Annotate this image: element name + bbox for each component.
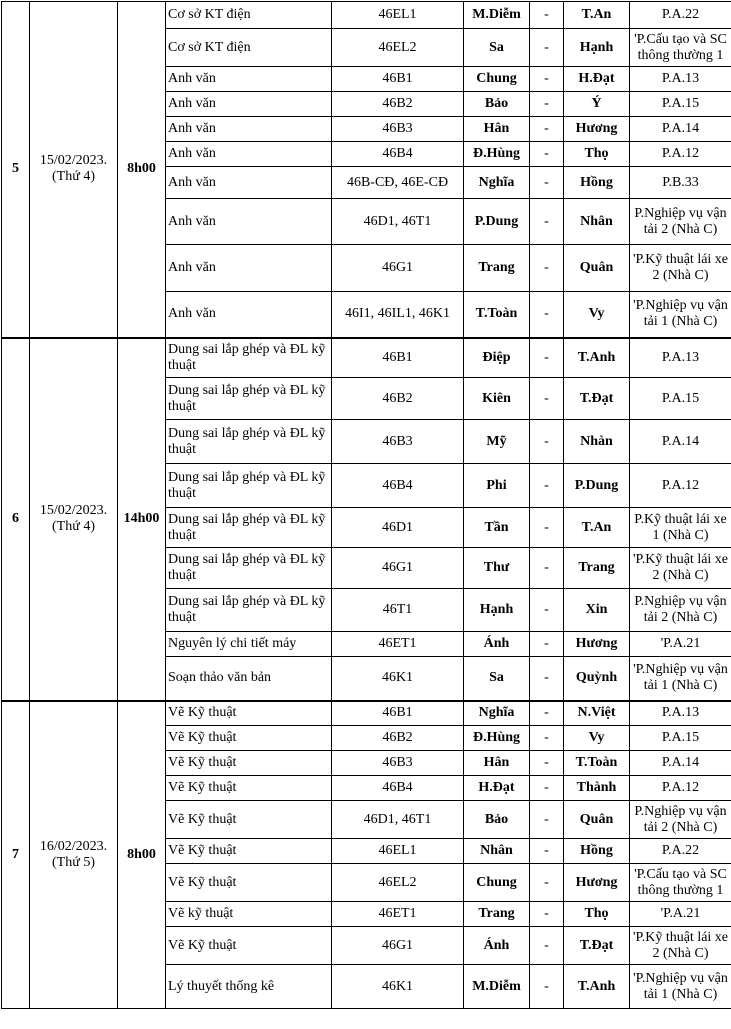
room-cell: 'P.Kỹ thuật lái xe 2 (Nhà C): [630, 245, 731, 292]
invigilator-1-cell: Nghĩa: [464, 167, 530, 199]
invigilator-2-cell: Nhân: [564, 199, 630, 245]
separator-dash: -: [530, 751, 564, 776]
separator-dash: -: [530, 199, 564, 245]
subject-cell: Dung sai lắp ghép và ĐL kỹ thuật: [166, 589, 332, 632]
subject-cell: Vẽ Kỹ thuật: [166, 751, 332, 776]
class-cell: 46K1: [332, 965, 464, 1009]
separator-dash: -: [530, 378, 564, 420]
separator-dash: -: [530, 776, 564, 801]
room-cell: 'P.Cấu tạo và SC thông thường 1: [630, 29, 731, 67]
subject-cell: Vẽ Kỹ thuật: [166, 801, 332, 839]
invigilator-1-cell: M.Diễm: [464, 2, 530, 29]
invigilator-1-cell: Hạnh: [464, 589, 530, 632]
room-cell: 'P.Kỹ thuật lái xe 2 (Nhà C): [630, 927, 731, 965]
invigilator-2-cell: Hương: [564, 864, 630, 902]
exam-date-cell: [30, 2, 118, 338]
class-cell: 46K1: [332, 657, 464, 701]
class-cell: 46B3: [332, 751, 464, 776]
invigilator-2-cell: Thọ: [564, 142, 630, 167]
invigilator-2-cell: Hồng: [564, 839, 630, 864]
separator-dash: -: [530, 292, 564, 338]
room-cell: 'P.Nghiệp vụ vận tải 1 (Nhà C): [630, 965, 731, 1009]
invigilator-2-cell: Quân: [564, 245, 630, 292]
room-cell: P.A.15: [630, 378, 731, 420]
invigilator-1-cell: Điệp: [464, 338, 530, 378]
exam-time: 8h00: [118, 701, 166, 1009]
room-cell: 'P.A.21: [630, 902, 731, 927]
subject-cell: Lý thuyết thống kê: [166, 965, 332, 1009]
separator-dash: -: [530, 67, 564, 92]
room-cell: P.A.13: [630, 338, 731, 378]
invigilator-1-cell: Bảo: [464, 801, 530, 839]
separator-dash: -: [530, 902, 564, 927]
room-cell: 'P.Kỹ thuật lái xe 2 (Nhà C): [630, 548, 731, 589]
invigilator-2-cell: T.Đạt: [564, 927, 630, 965]
subject-cell: Soạn thảo văn bản: [166, 657, 332, 701]
subject-cell: Vẽ Kỹ thuật: [166, 864, 332, 902]
invigilator-1-cell: Hân: [464, 751, 530, 776]
invigilator-1-cell: Hân: [464, 117, 530, 142]
separator-dash: -: [530, 508, 564, 548]
room-cell: P.Kỹ thuật lái xe 1 (Nhà C): [630, 508, 731, 548]
invigilator-1-cell: Thư: [464, 548, 530, 589]
invigilator-2-cell: T.Đạt: [564, 378, 630, 420]
separator-dash: -: [530, 965, 564, 1009]
invigilator-1-cell: H.Đạt: [464, 776, 530, 801]
class-cell: 46EL1: [332, 2, 464, 29]
subject-cell: Anh văn: [166, 292, 332, 338]
separator-dash: -: [530, 589, 564, 632]
invigilator-1-cell: Phi: [464, 464, 530, 508]
room-cell: P.Nghiệp vụ vận tải 2 (Nhà C): [630, 589, 731, 632]
subject-cell: Anh văn: [166, 245, 332, 292]
exam-date: 15/02/2023.: [39, 153, 108, 169]
class-cell: 46D1, 46T1: [332, 801, 464, 839]
class-cell: 46ET1: [332, 632, 464, 657]
invigilator-2-cell: Hương: [564, 117, 630, 142]
exam-date-cell: [30, 338, 118, 701]
separator-dash: -: [530, 167, 564, 199]
class-cell: 46D1: [332, 508, 464, 548]
room-cell: P.A.22: [630, 839, 731, 864]
invigilator-1-cell: Trang: [464, 245, 530, 292]
invigilator-2-cell: T.Anh: [564, 965, 630, 1009]
class-cell: 46D1, 46T1: [332, 199, 464, 245]
room-cell: P.A.14: [630, 751, 731, 776]
class-cell: 46G1: [332, 245, 464, 292]
separator-dash: -: [530, 548, 564, 589]
session-number: 5: [2, 2, 30, 338]
invigilator-1-cell: Chung: [464, 864, 530, 902]
exam-weekday: (Thứ 5): [52, 854, 95, 870]
class-cell: 46G1: [332, 927, 464, 965]
invigilator-1-cell: Sa: [464, 657, 530, 701]
table-row: [2, 338, 731, 378]
room-cell: 'P.Nghiệp vụ vận tải 1 (Nhà C): [630, 657, 731, 701]
invigilator-2-cell: Hồng: [564, 167, 630, 199]
invigilator-2-cell: T.An: [564, 2, 630, 29]
invigilator-2-cell: Trang: [564, 548, 630, 589]
invigilator-1-cell: Đ.Hùng: [464, 726, 530, 751]
subject-cell: Vẽ Kỹ thuật: [166, 839, 332, 864]
separator-dash: -: [530, 726, 564, 751]
room-cell: P.Nghiệp vụ vận tải 2 (Nhà C): [630, 199, 731, 245]
separator-dash: -: [530, 864, 564, 902]
separator-dash: -: [530, 801, 564, 839]
invigilator-2-cell: Hạnh: [564, 29, 630, 67]
class-cell: 46EL1: [332, 839, 464, 864]
subject-cell: Nguyên lý chi tiết máy: [166, 632, 332, 657]
room-cell: P.A.13: [630, 67, 731, 92]
subject-cell: Vẽ Kỹ thuật: [166, 927, 332, 965]
class-cell: 46I1, 46IL1, 46K1: [332, 292, 464, 338]
room-cell: 'P.Nghiệp vụ vận tải 1 (Nhà C): [630, 292, 731, 338]
invigilator-2-cell: Quân: [564, 801, 630, 839]
room-cell: P.A.14: [630, 117, 731, 142]
invigilator-1-cell: M.Diễm: [464, 965, 530, 1009]
separator-dash: -: [530, 117, 564, 142]
invigilator-1-cell: Tần: [464, 508, 530, 548]
invigilator-1-cell: Chung: [464, 67, 530, 92]
invigilator-1-cell: Trang: [464, 902, 530, 927]
class-cell: 46B3: [332, 117, 464, 142]
exam-weekday: (Thứ 4): [52, 519, 95, 534]
subject-cell: Anh văn: [166, 117, 332, 142]
subject-cell: Anh văn: [166, 92, 332, 117]
invigilator-2-cell: Nhàn: [564, 420, 630, 464]
session-number: 7: [2, 701, 30, 1009]
room-cell: P.A.12: [630, 776, 731, 801]
room-cell: 'P.A.21: [630, 632, 731, 657]
room-cell: P.A.13: [630, 701, 731, 726]
invigilator-1-cell: Ánh: [464, 632, 530, 657]
subject-cell: Vẽ Kỹ thuật: [166, 726, 332, 751]
class-cell: 46B1: [332, 67, 464, 92]
room-cell: 'P.Cấu tạo và SC thông thường 1: [630, 864, 731, 902]
room-cell: P.A.15: [630, 726, 731, 751]
invigilator-2-cell: Vy: [564, 292, 630, 338]
invigilator-1-cell: P.Dung: [464, 199, 530, 245]
subject-cell: Anh văn: [166, 199, 332, 245]
invigilator-2-cell: Quỳnh: [564, 657, 630, 701]
class-cell: 46B-CĐ, 46E-CĐ: [332, 167, 464, 199]
room-cell: P.A.22: [630, 2, 731, 29]
subject-cell: Dung sai lắp ghép và ĐL kỹ thuật: [166, 508, 332, 548]
class-cell: 46EL2: [332, 29, 464, 67]
exam-date: 15/02/2023.: [39, 503, 108, 518]
subject-cell: Vẽ Kỹ thuật: [166, 776, 332, 801]
subject-cell: Anh văn: [166, 167, 332, 199]
exam-time: 14h00: [118, 338, 166, 701]
separator-dash: -: [530, 338, 564, 378]
table-row: [2, 2, 731, 29]
invigilator-2-cell: Thọ: [564, 902, 630, 927]
invigilator-2-cell: T.Toàn: [564, 751, 630, 776]
invigilator-2-cell: H.Đạt: [564, 67, 630, 92]
separator-dash: -: [530, 464, 564, 508]
exam-date: 16/02/2023.: [39, 838, 108, 854]
class-cell: 46EL2: [332, 864, 464, 902]
room-cell: P.B.33: [630, 167, 731, 199]
subject-cell: Anh văn: [166, 142, 332, 167]
class-cell: 46B4: [332, 776, 464, 801]
separator-dash: -: [530, 839, 564, 864]
class-cell: 46B2: [332, 726, 464, 751]
class-cell: 46B3: [332, 420, 464, 464]
subject-cell: Dung sai lắp ghép và ĐL kỹ thuật: [166, 420, 332, 464]
class-cell: 46T1: [332, 589, 464, 632]
subject-cell: Cơ sở KT điện: [166, 29, 332, 67]
invigilator-1-cell: Nhân: [464, 839, 530, 864]
room-cell: P.A.15: [630, 92, 731, 117]
separator-dash: -: [530, 29, 564, 67]
separator-dash: -: [530, 927, 564, 965]
separator-dash: -: [530, 92, 564, 117]
subject-cell: Dung sai lắp ghép và ĐL kỹ thuật: [166, 338, 332, 378]
class-cell: 46B4: [332, 142, 464, 167]
table-row: [2, 701, 731, 726]
invigilator-2-cell: Vy: [564, 726, 630, 751]
invigilator-2-cell: Ý: [564, 92, 630, 117]
subject-cell: Vẽ Kỹ thuật: [166, 701, 332, 726]
invigilator-2-cell: N.Việt: [564, 701, 630, 726]
class-cell: 46G1: [332, 548, 464, 589]
invigilator-2-cell: T.An: [564, 508, 630, 548]
room-cell: P.Nghiệp vụ vận tải 2 (Nhà C): [630, 801, 731, 839]
class-cell: 46ET1: [332, 902, 464, 927]
separator-dash: -: [530, 657, 564, 701]
separator-dash: -: [530, 245, 564, 292]
exam-schedule-table: [1, 1, 731, 1009]
separator-dash: -: [530, 2, 564, 29]
exam-weekday: (Thứ 4): [52, 169, 95, 185]
exam-time: 8h00: [118, 2, 166, 338]
room-cell: P.A.12: [630, 142, 731, 167]
class-cell: 46B4: [332, 464, 464, 508]
class-cell: 46B2: [332, 92, 464, 117]
class-cell: 46B1: [332, 338, 464, 378]
room-cell: P.A.12: [630, 464, 731, 508]
invigilator-2-cell: Xin: [564, 589, 630, 632]
class-cell: 46B2: [332, 378, 464, 420]
subject-cell: Vẽ kỹ thuật: [166, 902, 332, 927]
subject-cell: Anh văn: [166, 67, 332, 92]
subject-cell: Dung sai lắp ghép và ĐL kỹ thuật: [166, 378, 332, 420]
invigilator-2-cell: Hương: [564, 632, 630, 657]
invigilator-2-cell: Thành: [564, 776, 630, 801]
separator-dash: -: [530, 632, 564, 657]
session-number: 6: [2, 338, 30, 701]
invigilator-2-cell: P.Dung: [564, 464, 630, 508]
schedule-body: [2, 2, 731, 1009]
subject-cell: Dung sai lắp ghép và ĐL kỹ thuật: [166, 464, 332, 508]
invigilator-2-cell: T.Anh: [564, 338, 630, 378]
invigilator-1-cell: T.Toàn: [464, 292, 530, 338]
separator-dash: -: [530, 701, 564, 726]
invigilator-1-cell: Đ.Hùng: [464, 142, 530, 167]
invigilator-1-cell: Kiên: [464, 378, 530, 420]
class-cell: 46B1: [332, 701, 464, 726]
invigilator-1-cell: Ánh: [464, 927, 530, 965]
invigilator-1-cell: Sa: [464, 29, 530, 67]
invigilator-1-cell: Nghĩa: [464, 701, 530, 726]
invigilator-1-cell: Bảo: [464, 92, 530, 117]
separator-dash: -: [530, 420, 564, 464]
room-cell: P.A.14: [630, 420, 731, 464]
exam-date-cell: [30, 701, 118, 1009]
invigilator-1-cell: Mỹ: [464, 420, 530, 464]
subject-cell: Dung sai lắp ghép và ĐL kỹ thuật: [166, 548, 332, 589]
separator-dash: -: [530, 142, 564, 167]
subject-cell: Cơ sở KT điện: [166, 2, 332, 29]
